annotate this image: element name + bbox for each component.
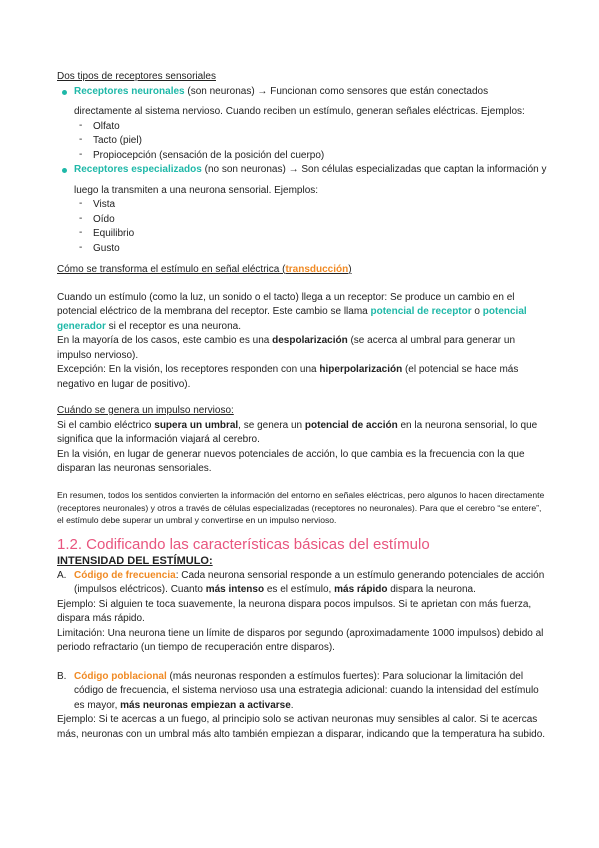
section-subtitle: INTENSIDAD DEL ESTÍMULO: [57,555,213,567]
paragraph: Ejemplo: Si te acercas a un fuego, al principio solo se activan neuronas muy sensibles al calor. Si te acercas más, neuronas con un umbral más alto también empiezan a disparar, indicando que la temperatura ha subido. [57,714,546,740]
body-text: en la neurona sensorial, lo que significa que la información viajará al cerebro. [57,419,538,445]
bold-term: supera un umbral [154,419,239,431]
dash-icon: - [79,134,83,145]
list-marker: B. [57,670,67,682]
term-highlight: Código poblacional [74,670,167,682]
body-text: (se acerca al umbral para generar un impulso nervioso). [57,335,516,361]
body-text: si el receptor es una neurona. [105,320,241,332]
paragraph: Limitación: Una neurona tiene un límite de disparos por segundo (aproximadamente 1000 impulsos) debido al periodo refractario (un tiempo de recuperación entre disparos). [57,627,544,653]
intensity-section [57,536,547,742]
dash-icon: - [79,119,83,131]
dash-icon: - [79,148,83,160]
body-text: luego la transmiten a una neurona sensorial. Ejemplos: [74,184,319,196]
dash-icon: - [79,212,83,224]
bold-term: despolarización [272,335,348,346]
list-marker: A. [57,569,67,581]
body-text: (son neuronas) → Funcionan como sensores que están conectados [184,85,489,97]
receptor-types-section [57,70,547,256]
paragraph [57,291,547,335]
sub-list-item [57,198,547,213]
example-text: Tacto (piel) [93,135,142,146]
heading-text: Cómo se transforma el estímulo en señal eléctrica ( [57,264,286,275]
dash-icon: - [79,198,83,209]
term-highlight: potencial generador [57,306,527,332]
list-item [57,163,547,178]
section-heading: Cuándo se genera un impulso nervioso: [57,405,234,416]
body-text: (el potencial se hace más negativo en lugar de positivo). [57,364,519,390]
example-text: Oído [93,213,115,225]
body-text: Cuando un estímulo (como la luz, un sonido o el tacto) llega a un receptor: Se produce un cambio en el potencial eléctrico de la membrana del receptor. Este cambio se llama [57,291,515,317]
bold-term: hiperpolarización [319,364,403,375]
sub-list-item [57,134,547,149]
bullet-dot-icon [62,90,67,95]
dash-icon: - [79,227,83,238]
sub-list-item [57,149,547,164]
sub-list-item [57,242,547,257]
term-highlight: Código de frecuencia [74,569,176,581]
body-text: : Cada neurona sensorial responde a un estímulo generando potenciales de acción (impulsos eléctricos). Cuanto [74,569,545,595]
impulse-section [57,404,547,477]
heading-text: ) [348,264,352,275]
body-text: es el estímulo, [264,584,335,595]
example-text: Gusto [93,242,120,254]
chapter-title: 1.2. Codificando las características básicas del estímulo [57,536,430,553]
sub-list-item [57,213,547,228]
bold-term: más intenso [205,584,265,595]
term-highlight: transducción [285,264,349,275]
paragraph [57,334,547,363]
paragraph [57,363,547,392]
paragraph [57,419,547,448]
bold-term: más neuronas empiezan a activarse [120,699,291,711]
term-highlight: potencial de receptor [370,306,472,317]
paragraph: Ejemplo: Si alguien te toca suavemente, la neurona dispara pocos impulsos. Si te aprietan con más fuerza, dispara más rápido. [57,598,532,624]
body-text: o [471,306,483,317]
body-text: Excepción: En la visión, los receptores responden con una [57,364,320,375]
bullet-dot-icon [62,168,67,173]
summary-paragraph: En resumen, todos los sentidos convierten la información del entorno en señales eléctricas, pero algunos lo hacen directamente (receptores neuronales) y otros a través de células especializadas (receptores no neuronales). Para que el cerebro “se entere”, el estímulo debe superar un umbral y convertirse en un impulso nervioso. [57,490,545,526]
bold-term: más rápido [334,584,388,595]
list-item-b [57,670,547,714]
example-text: Vista [93,199,116,210]
dash-icon: - [79,241,83,253]
body-text: , se genera un [238,419,305,431]
paragraph: En la visión, en lugar de generar nuevos potenciales de acción, lo que cambia es la frecuencia con la que disparan las neuronas sensoriales. [57,448,525,474]
body-text: dispara la neurona. [387,584,476,595]
body-text: directamente al sistema nervioso. Cuando reciben un estímulo, generan señales eléctricas. Ejemplos: [74,106,525,117]
sub-list-item [57,120,547,135]
list-item [57,85,547,100]
term-highlight: Receptores especializados [74,164,202,175]
example-text: Olfato [93,120,120,132]
term-highlight: Receptores neuronales [74,85,185,97]
bold-term: potencial de acción [304,419,398,431]
section-heading: Dos tipos de receptores sensoriales [57,71,216,82]
sub-list-item [57,227,547,242]
body-text: Si el cambio eléctrico [57,419,155,431]
body-text: (más neuronas responden a estímulos fuertes): Para solucionar la limitación del código de frecuencia, el sistema nervioso usa una estrategia adicional: cuando la intensidad del estímulo es mayor, [74,670,539,711]
body-text: En la mayoría de los casos, este cambio es una [57,335,273,346]
body-text: . [290,699,294,711]
section-heading [57,263,547,278]
list-item-a [57,569,547,598]
example-text: Equilibrio [93,228,135,239]
transduction-section [57,263,547,392]
example-text: Propiocepción (sensación de la posición del cuerpo) [93,149,325,161]
body-text: (no son neuronas) → Son células especializadas que captan la información y [201,164,547,175]
